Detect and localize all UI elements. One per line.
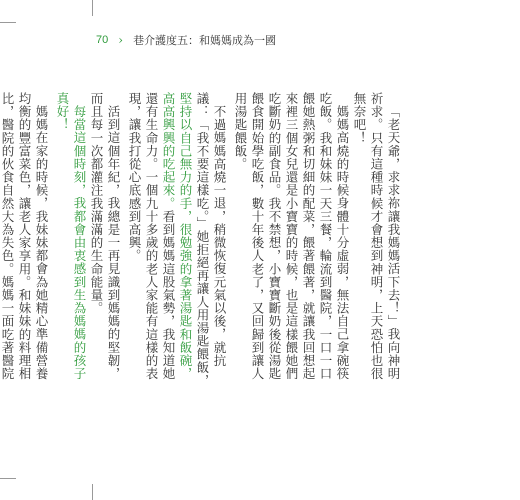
text-span: 看到媽媽這股氣勢，我知道她還有生命力。一個九十多歲的老人家能有這樣的表現，讓我打從心底感到高興。 xyxy=(127,92,176,381)
crop-mark xyxy=(0,478,16,479)
crop-mark xyxy=(92,0,93,16)
text-span: 不過媽媽高燒一退，稍微恢復元氣以後，就抗議：「我不要這樣吃。」她拒絕再讓人用湯匙餵飯， xyxy=(195,92,227,388)
crop-mark xyxy=(92,484,93,500)
highlighted-text: 堅持以自己無力的手，很勉強的拿著湯匙和飯碗，高高興興的吃起來。 xyxy=(161,92,193,381)
paragraph xyxy=(351,92,402,392)
paragraph xyxy=(232,92,351,392)
text-span: 媽媽在家的時候，我妹妹都會為她精心準備營養均衡的豐富菜色，讓老人家享用。和妹妹的料理相比，醫院的伙食自然大為失色。媽媽一面吃著醫院 xyxy=(0,92,49,381)
chapter-title: 巷介護度五：和媽媽成為一國 xyxy=(133,34,277,47)
paragraph xyxy=(0,92,50,392)
chevron-right-icon: › xyxy=(118,33,124,47)
page-number: 70 xyxy=(96,34,109,46)
text-span: 「老天爺，求求祢讓我媽媽活下去！」我向神明祈求。只有這種時候才會想到神明，上天恐怕也很無奈吧！ xyxy=(352,92,401,381)
body-text xyxy=(0,92,402,392)
crop-mark xyxy=(0,22,16,23)
paragraph xyxy=(54,92,88,392)
paragraph xyxy=(126,92,228,392)
running-header xyxy=(96,32,276,48)
text-span: 媽媽高燒的時候身體十分虛弱，無法自己拿碗筷吃飯。我和妹妹一天三餐，輪流到醫院，一口一口餵她熱粥和切細的配菜，餵著餵著，就讓我回想起來裡三個女兒還是小寶寶的時候，也是這樣餵她們吃斷奶的副食品。我不禁想，小寶寶斷奶後從湯匙餵食開始學吃飯，數十年後人老了，又回歸到讓人用湯匙餵飯。 xyxy=(233,92,350,381)
paragraph xyxy=(88,92,122,392)
text-span: 活到這個年紀，我總是一再見識到媽媽的堅韌，而且每一次都灌注我滿滿的生命能量。 xyxy=(89,92,121,380)
highlighted-text: 每當這個時刻，我都會由衷感到生為媽媽的孩子真好！ xyxy=(55,92,87,380)
